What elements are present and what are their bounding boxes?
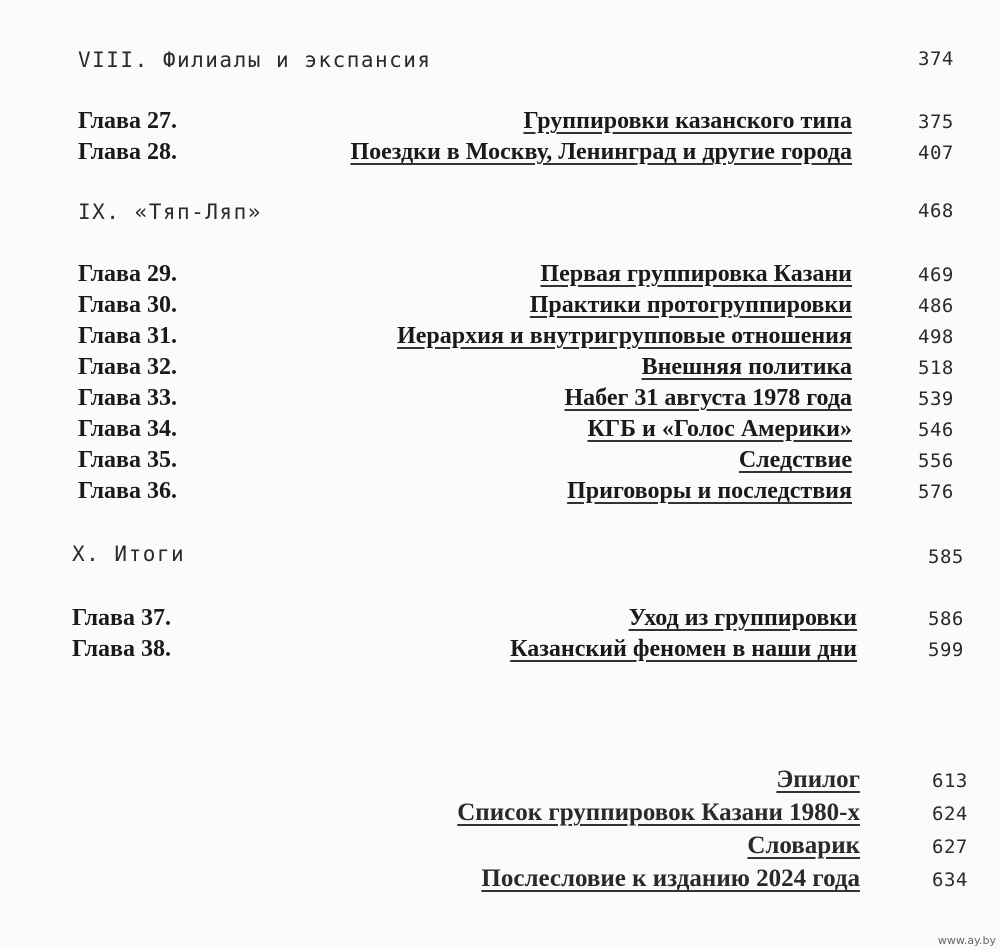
end-matter-title: Послесловие к изданию 2024 года bbox=[481, 865, 860, 892]
chapter-title: Приговоры и последствия bbox=[567, 478, 852, 504]
part-page-number: 585 bbox=[928, 546, 964, 568]
chapter-number: Глава 29. bbox=[78, 261, 177, 287]
part-title: IX. «Тяп-Ляп» bbox=[78, 200, 262, 224]
part-page-number: 468 bbox=[918, 200, 954, 222]
page-number: 576 bbox=[918, 481, 954, 503]
toc-entry-end-matter bbox=[0, 832, 1000, 865]
toc-entry bbox=[0, 261, 1000, 292]
toc-entry-end-matter bbox=[0, 865, 1000, 898]
chapter-number: Глава 34. bbox=[78, 416, 177, 442]
toc-entry bbox=[0, 447, 1000, 478]
toc-entry bbox=[0, 292, 1000, 323]
page-number: 539 bbox=[918, 388, 954, 410]
chapter-title: Внешняя политика bbox=[641, 354, 852, 380]
end-matter-title: Словарик bbox=[747, 832, 860, 859]
page-number: 518 bbox=[918, 357, 954, 379]
end-matter-title: Эпилог bbox=[776, 766, 860, 793]
page-number: 556 bbox=[918, 450, 954, 472]
page-number: 613 bbox=[932, 770, 968, 792]
page-number: 624 bbox=[932, 803, 968, 825]
page-number: 407 bbox=[918, 142, 954, 164]
toc-entry bbox=[0, 636, 1000, 667]
part-title: VIII. Филиалы и экспансия bbox=[78, 48, 432, 72]
chapter-title: Группировки казанского типа bbox=[523, 108, 852, 134]
toc-entry bbox=[0, 139, 1000, 170]
toc-entry bbox=[0, 605, 1000, 636]
part-page-number: 374 bbox=[918, 48, 954, 70]
chapter-number: Глава 31. bbox=[78, 323, 177, 349]
part-heading bbox=[0, 200, 1000, 232]
toc-entry bbox=[0, 108, 1000, 139]
chapter-title: Поездки в Москву, Ленинград и другие города bbox=[350, 139, 852, 165]
page-number: 627 bbox=[932, 836, 968, 858]
page-number: 546 bbox=[918, 419, 954, 441]
watermark: www.ay.by bbox=[937, 934, 996, 947]
part-heading bbox=[0, 542, 1000, 574]
toc-entry bbox=[0, 354, 1000, 385]
chapter-number: Глава 33. bbox=[78, 385, 177, 411]
toc-entry-end-matter bbox=[0, 799, 1000, 832]
chapter-number: Глава 28. bbox=[78, 139, 177, 165]
page-number: 498 bbox=[918, 326, 954, 348]
end-matter-title: Список группировок Казани 1980-х bbox=[457, 799, 860, 826]
toc-entry-end-matter bbox=[0, 766, 1000, 799]
page-number: 599 bbox=[928, 639, 964, 661]
page-number: 586 bbox=[928, 608, 964, 630]
chapter-number: Глава 35. bbox=[78, 447, 177, 473]
chapter-title: Казанский феномен в наши дни bbox=[510, 636, 857, 662]
page-number: 634 bbox=[932, 869, 968, 891]
chapter-number: Глава 37. bbox=[72, 605, 171, 631]
toc-entry bbox=[0, 323, 1000, 354]
page-number: 469 bbox=[918, 264, 954, 286]
chapter-title: Следствие bbox=[738, 447, 852, 473]
toc-entry bbox=[0, 416, 1000, 447]
toc-entry bbox=[0, 478, 1000, 509]
chapter-title: Практики протогруппировки bbox=[529, 292, 852, 318]
chapter-number: Глава 32. bbox=[78, 354, 177, 380]
toc-entry bbox=[0, 385, 1000, 416]
part-title: X. Итоги bbox=[72, 542, 186, 566]
part-heading bbox=[0, 48, 1000, 80]
chapter-number: Глава 38. bbox=[72, 636, 171, 662]
chapter-number: Глава 36. bbox=[78, 478, 177, 504]
chapter-number: Глава 30. bbox=[78, 292, 177, 318]
chapter-title: Иерархия и внутригрупповые отношения bbox=[397, 323, 852, 349]
chapter-title: Первая группировка Казани bbox=[540, 261, 852, 287]
chapter-title: КГБ и «Голос Америки» bbox=[587, 416, 852, 442]
chapter-title: Набег 31 августа 1978 года bbox=[564, 385, 852, 411]
page-number: 486 bbox=[918, 295, 954, 317]
chapter-title: Уход из группировки bbox=[628, 605, 857, 631]
chapter-number: Глава 27. bbox=[78, 108, 177, 134]
page-number: 375 bbox=[918, 111, 954, 133]
